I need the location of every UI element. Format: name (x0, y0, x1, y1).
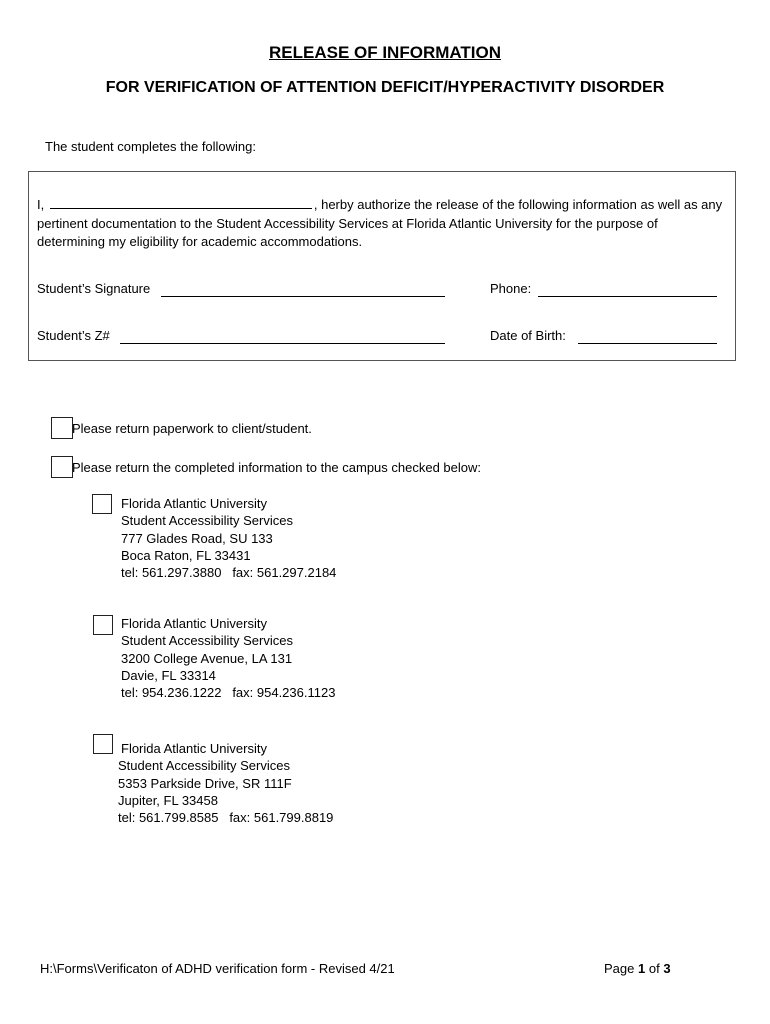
campus-boca-raton-address (121, 495, 336, 581)
campus-city: Jupiter, FL 33458 (118, 792, 218, 808)
page-word: Page (604, 961, 635, 976)
campus-contact: tel: 561.297.3880 fax: 561.297.2184 (121, 565, 337, 581)
authorization-paragraph (37, 196, 729, 252)
campus-street: 777 Glades Road, SU 133 (121, 530, 273, 546)
return-to-campus-checkbox[interactable] (51, 456, 73, 478)
phone-field[interactable] (538, 296, 717, 297)
return-to-campus-label: Please return the completed information to the campus checked below: (72, 460, 482, 475)
return-to-client-checkbox[interactable] (51, 417, 73, 439)
phone-label: Phone: (490, 281, 532, 296)
campus-dept: Student Accessibility Services (121, 513, 293, 529)
campus-city: Davie, FL 33314 (121, 667, 216, 683)
campus-name: Florida Atlantic University (121, 741, 267, 756)
campus-street: 3200 College Avenue, LA 131 (121, 650, 293, 666)
campus-contact: tel: 954.236.1222 fax: 954.236.1123 (121, 685, 336, 701)
form-title: RELEASE OF INFORMATION (268, 43, 501, 62)
campus-city: Boca Raton, FL 33431 (121, 547, 251, 563)
campus-jupiter-checkbox[interactable] (93, 734, 113, 754)
footer-file-path: H:\Forms\Verificaton of ADHD verification form - Revised 4/21 (40, 961, 395, 976)
page-indicator (604, 961, 671, 976)
campus-name: Florida Atlantic University (121, 616, 267, 631)
campus-jupiter-address (118, 740, 333, 826)
return-to-client-label: Please return paperwork to client/student. (72, 421, 312, 436)
campus-dept: Student Accessibility Services (118, 758, 290, 774)
z-number-field[interactable] (120, 343, 445, 344)
campus-davie-address (121, 615, 335, 701)
intro-text: The student completes the following: (45, 139, 257, 154)
campus-street: 5353 Parkside Drive, SR 111F (118, 775, 292, 791)
authorization-body: , herby authorize the release of the following information as well as any pertinent documentation to the Student Accessibility Services at Florida Atlantic University for the purpose of determining my eligibility for academic accommodations. (37, 197, 723, 249)
dob-label: Date of Birth: (490, 328, 566, 343)
campus-name: Florida Atlantic University (121, 496, 267, 511)
campus-boca-raton-checkbox[interactable] (92, 494, 112, 514)
z-number-label: Student’s Z# (37, 328, 110, 343)
campus-davie-checkbox[interactable] (93, 615, 113, 635)
authorization-prefix: I, (37, 197, 45, 212)
signature-label: Student’s Signature (37, 281, 151, 296)
campus-contact: tel: 561.799.8585 fax: 561.799.8819 (118, 810, 334, 826)
page-number: 1 (638, 961, 646, 976)
dob-field[interactable] (578, 343, 717, 344)
signature-field[interactable] (161, 296, 445, 297)
campus-dept: Student Accessibility Services (121, 633, 293, 649)
of-word: of (648, 961, 660, 976)
form-subtitle: FOR VERIFICATION OF ATTENTION DEFICIT/HYPERACTIVITY DISORDER (105, 79, 665, 96)
student-name-field[interactable] (50, 197, 312, 209)
page-total: 3 (663, 961, 671, 976)
